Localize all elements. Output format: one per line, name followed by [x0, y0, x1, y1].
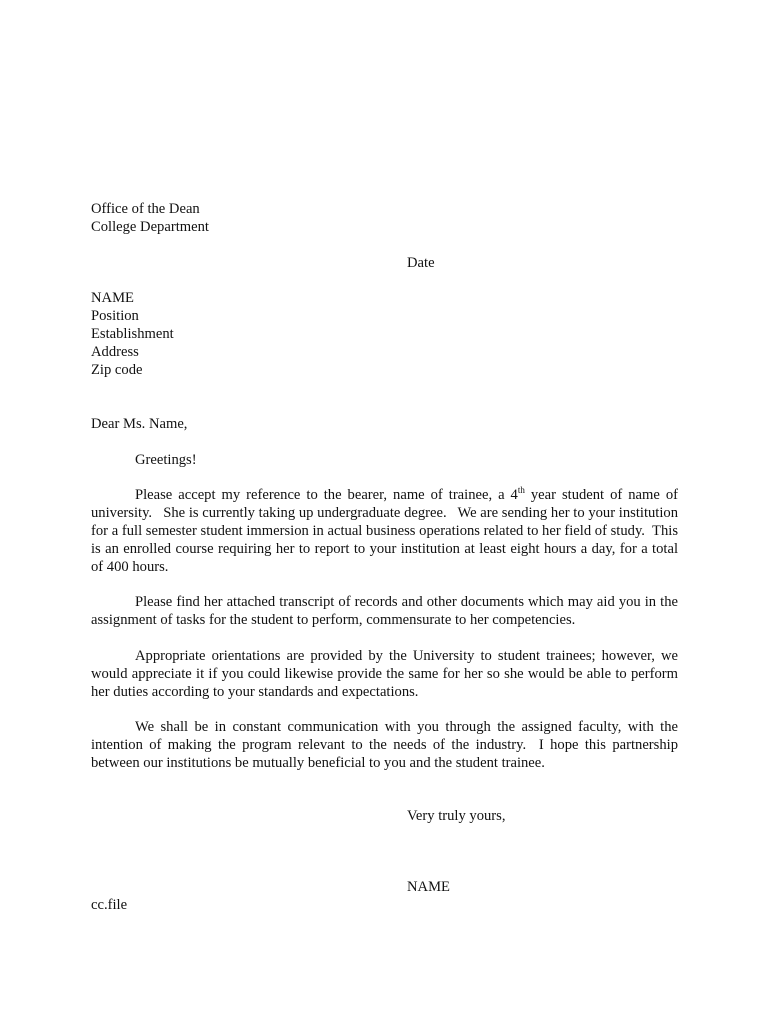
- salutation: Dear Ms. Name,: [91, 416, 188, 432]
- p1-text-b: year student of name of university. She is currently taking up undergraduate degree. We are sending her to your institution for a full semester student immersion in actual business operations related to her field of study. This is an enrolled course requiring her to report to your institution at least eight hours a day, for a total of 400 hours.: [91, 487, 678, 575]
- greeting: Greetings!: [135, 452, 197, 468]
- body-paragraph-1: [91, 486, 678, 576]
- closing: Very truly yours,: [407, 808, 506, 824]
- cc-line: cc.file: [91, 897, 128, 913]
- recipient-zip: Zip code: [91, 362, 143, 378]
- recipient-position: Position: [91, 308, 139, 324]
- recipient-establishment: Establishment: [91, 326, 174, 342]
- p1-ordinal-suffix: th: [517, 485, 525, 495]
- body-paragraph-3: Appropriate orientations are provided by the University to student trainees; however, we would appreciate it if you could likewise provide the same for her so she would be able to perform her duties according to your standards and expectations.: [91, 648, 678, 700]
- body-paragraph-4: We shall be in constant communication with you through the assigned faculty, with the intention of making the program relevant to the needs of the industry. I hope this partnership between our institutions be mutually beneficial to you and the student trainee.: [91, 719, 678, 771]
- recipient-address: Address: [91, 344, 139, 360]
- signatory-name: NAME: [407, 879, 450, 895]
- sender-department: College Department: [91, 219, 209, 235]
- sender-office: Office of the Dean: [91, 201, 200, 217]
- p1-text-a: Please accept my reference to the bearer, name of trainee, a 4: [135, 487, 518, 503]
- date-label: Date: [407, 255, 435, 271]
- recipient-name: NAME: [91, 290, 134, 306]
- body-paragraph-2: Please find her attached transcript of records and other documents which may aid you in the assignment of tasks for the student to perform, commensurate to her competencies.: [91, 594, 678, 628]
